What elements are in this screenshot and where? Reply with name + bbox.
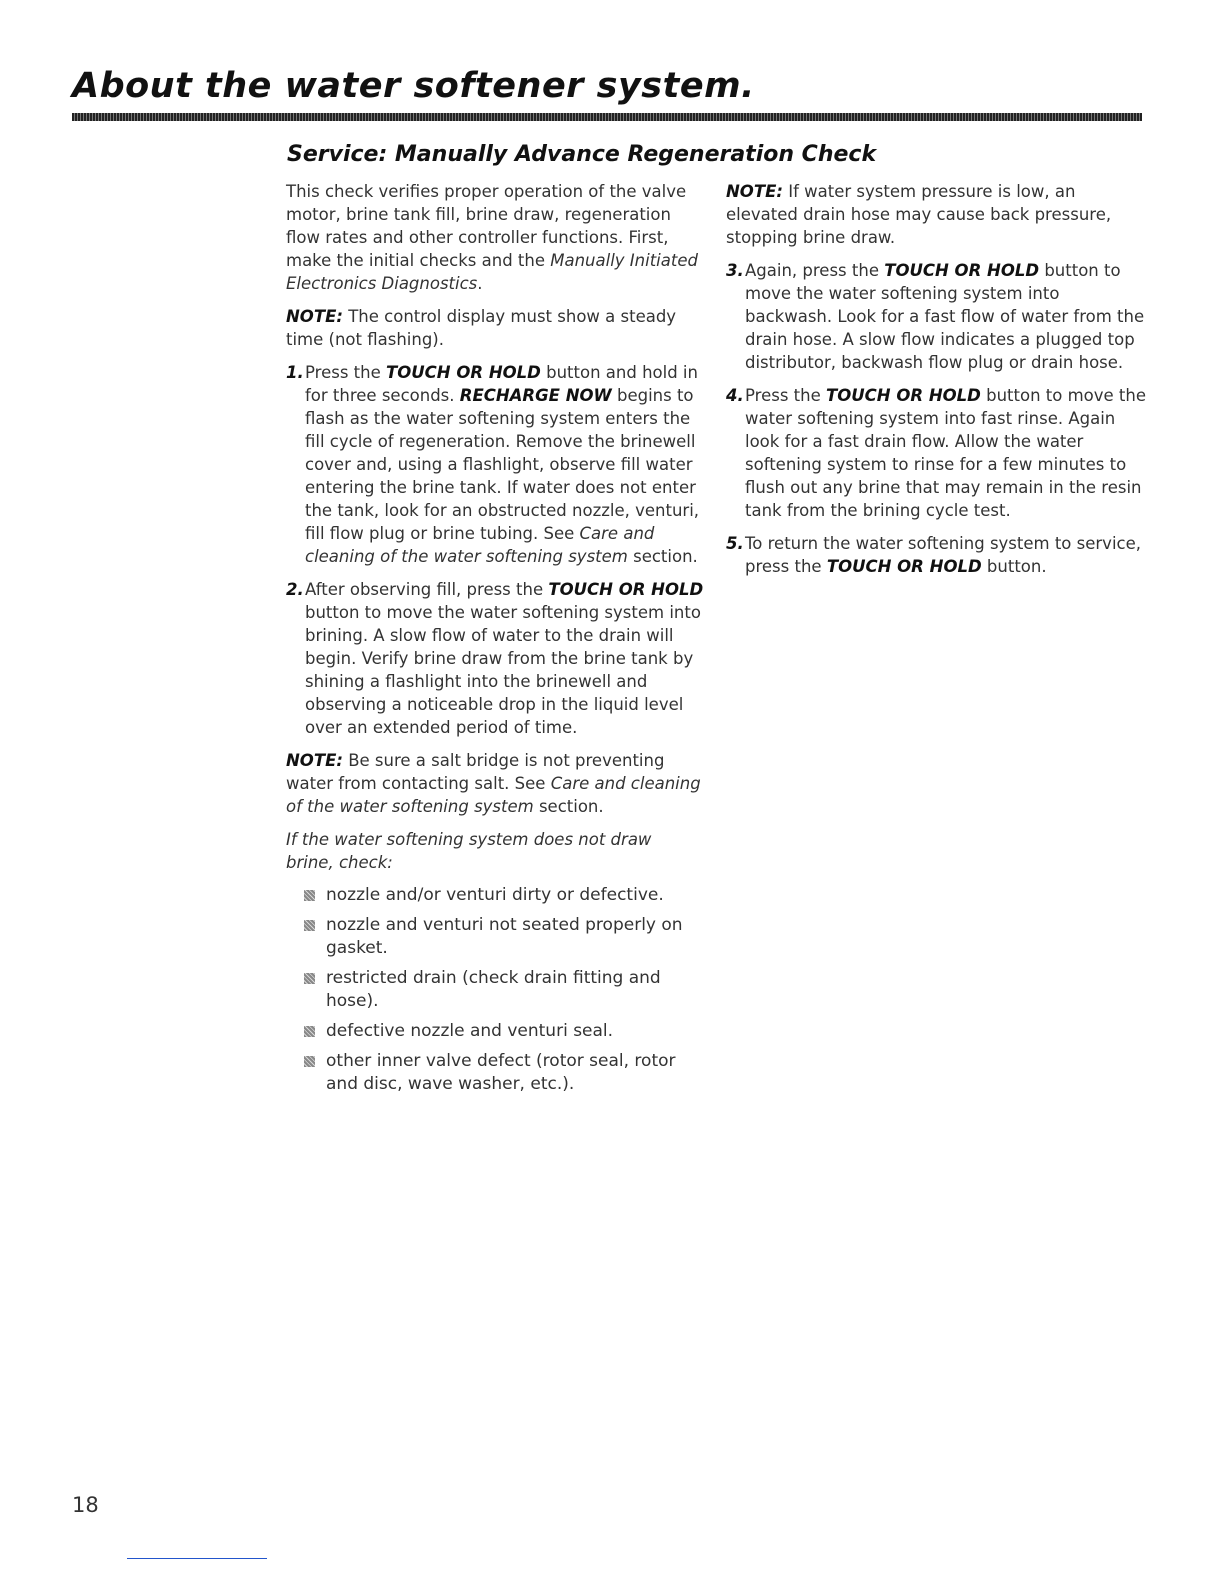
step-2: 2. After observing fill, press the TOUCH OR HOLD button to move the water softening system into brining. A slow flow of water to the drain will begin. Verify brine draw from the brine tank by shining a flashlight into the brinewell and observing a noticeable drop in the liquid level over an extended period of time. (286, 580, 704, 737)
step-5: 5. To return the water softening system to service, press the TOUCH OR HOLD button. (726, 534, 1141, 576)
step-number: 5. (726, 534, 744, 553)
list-item: nozzle and/or venturi dirty or defective. (304, 884, 704, 907)
section-heading: Service: Manually Advance Regeneration Check (287, 142, 877, 167)
touch-or-hold-label: TOUCH OR HOLD (548, 580, 704, 599)
footer-line (127, 1558, 267, 1559)
step-number: 1. (286, 363, 304, 382)
steps-list-right (726, 259, 1146, 578)
note-label: NOTE: (726, 182, 783, 201)
step-number: 3. (726, 261, 744, 280)
care-cleaning-reference: Care and cleaning of the water softening system (305, 524, 655, 566)
list-item: nozzle and venturi not seated properly on gasket. (304, 914, 704, 960)
touch-or-hold-label: TOUCH OR HOLD (884, 261, 1040, 280)
care-cleaning-reference: Care and cleaning of the water softening system (286, 774, 701, 816)
note-low-pressure: NOTE: If water system pressure is low, an elevated drain hose may cause back pressure, stopping brine draw. (726, 182, 1112, 247)
title-rule (72, 113, 1142, 121)
bullet-square-icon (304, 890, 315, 901)
step-3: 3. Again, press the TOUCH OR HOLD button to move the water softening system into backwash. Look for a fast flow of water from the drain hose. A slow flow indicates a plugged top distributor, backwash flow plug or drain hose. (726, 261, 1145, 372)
list-item: defective nozzle and venturi seal. (304, 1020, 704, 1043)
page-title: About the water softener system. (72, 66, 755, 106)
page-number: 18 (72, 1493, 99, 1517)
steps-list-left (286, 361, 704, 739)
touch-or-hold-label: TOUCH OR HOLD (826, 557, 982, 576)
bullet-square-icon (304, 1026, 315, 1037)
touch-or-hold-label: TOUCH OR HOLD (386, 363, 541, 382)
note-label: NOTE: (286, 307, 343, 326)
touch-or-hold-label: TOUCH OR HOLD (826, 386, 981, 405)
bullet-square-icon (304, 920, 315, 931)
note-steady-time: NOTE: The control display must show a steady time (not flashing). (286, 307, 677, 349)
bullet-square-icon (304, 973, 315, 984)
right-column (726, 180, 1146, 588)
bullet-square-icon (304, 1056, 315, 1067)
step-1: 1. Press the TOUCH OR HOLD button and hold in for three seconds. RECHARGE NOW begins to flash as the water softening system enters the fill cycle of regeneration. Remove the brinewell cover and, using a flashlight, observe fill water entering the brine tank. If water does not enter the tank, look for an obstructed nozzle, venturi, fill flow plug or brine tubing. See Care and cleaning of the water softening system section. (286, 363, 700, 566)
step-4: 4. Press the TOUCH OR HOLD button to move the water softening system into fast rinse. Again look for a fast drain flow. Allow the water softening system to rinse for a few minutes to flush out any brine that may remain in the resin tank from the brining cycle test. (726, 386, 1147, 520)
left-column (286, 180, 704, 1103)
note-label: NOTE: (286, 751, 343, 770)
recharge-now-label: RECHARGE NOW (459, 386, 612, 405)
note-salt-bridge: NOTE: Be sure a salt bridge is not preventing water from contacting salt. See Care and cleaning of the water softening system section. (286, 751, 701, 816)
intro-paragraph: This check verifies proper operation of the valve motor, brine tank fill, brine draw, regeneration flow rates and other controller functions. First, make the initial checks and the Manually Initiated Electronics Diagnostics. (286, 182, 698, 293)
brine-check-list (286, 884, 704, 1096)
step-number: 2. (286, 580, 304, 599)
list-item: other inner valve defect (rotor seal, rotor and disc, wave washer, etc.). (304, 1050, 704, 1096)
brine-check-intro: If the water softening system does not draw brine, check: (286, 830, 652, 872)
list-item: restricted drain (check drain fitting and hose). (304, 967, 704, 1013)
step-number: 4. (726, 386, 744, 405)
diagnostics-reference: Manually Initiated Electronics Diagnostics (286, 251, 698, 293)
